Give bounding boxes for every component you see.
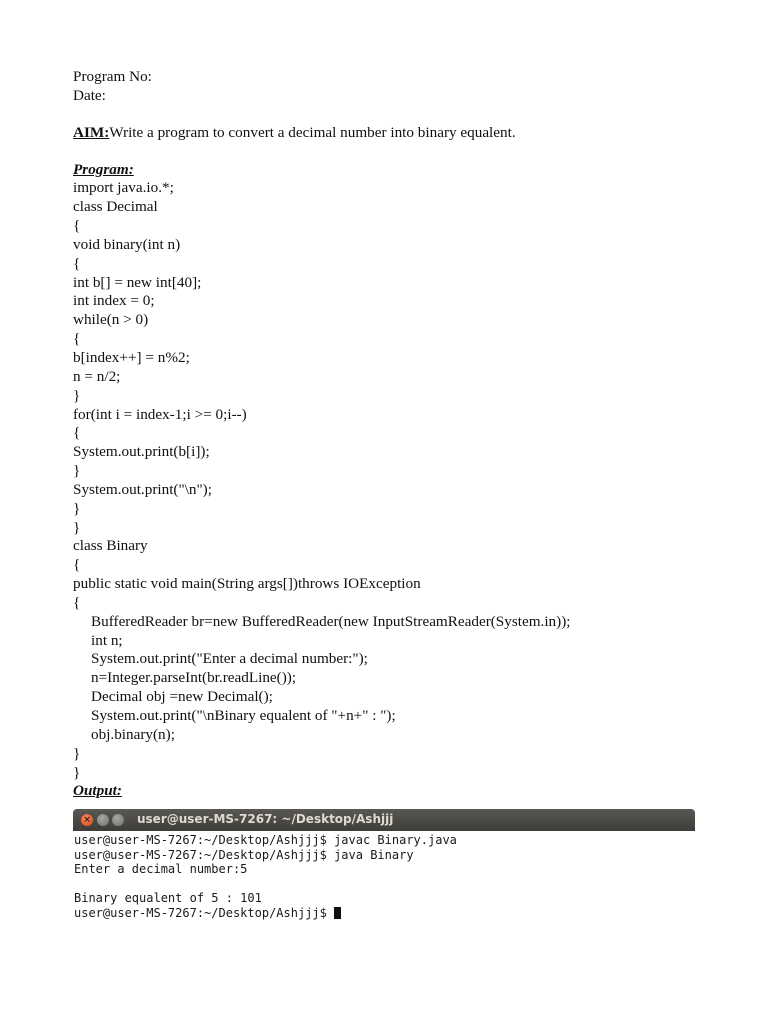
code-line: for(int i = index-1;i >= 0;i--)	[73, 405, 247, 423]
program-no-label: Program No:	[73, 68, 152, 85]
code-line: }	[73, 518, 81, 536]
code-line: {	[73, 254, 81, 272]
terminal-line: user@user-MS-7267:~/Desktop/Ashjjj$ java Binary	[74, 847, 414, 862]
code-line: class Decimal	[73, 198, 158, 216]
code-line: {	[73, 330, 81, 348]
date-label: Date:	[73, 86, 106, 104]
terminal-body[interactable]	[73, 831, 695, 921]
program-heading: Program:	[73, 160, 134, 178]
terminal-title: user@user-MS-7267: ~/Desktop/Ashjjj	[137, 812, 394, 826]
code-line: System.out.print(b[i]);	[73, 443, 210, 461]
code-line: n = n/2;	[73, 367, 121, 385]
code-line: {	[73, 593, 81, 611]
code-line: BufferedReader br=new BufferedReader(new InputStreamReader(System.in));	[91, 612, 571, 630]
code-line: int n;	[91, 631, 123, 649]
code-line: }	[73, 744, 81, 762]
code-line: System.out.print("\nBinary equalent of "+n+" : ");	[91, 707, 396, 724]
aim-text: Write a program to convert a decimal number into binary equalent.	[109, 123, 516, 141]
maximize-icon[interactable]	[112, 814, 124, 826]
code-line: System.out.print("\n");	[73, 480, 212, 498]
code-line: Decimal obj =new Decimal();	[91, 688, 273, 706]
code-line: System.out.print("Enter a decimal number:");	[91, 650, 368, 668]
terminal-line: user@user-MS-7267:~/Desktop/Ashjjj$ javac Binary.java	[74, 833, 457, 847]
code-line: void binary(int n)	[73, 235, 181, 253]
code-line: }	[73, 386, 81, 404]
code-line: n=Integer.parseInt(br.readLine());	[91, 669, 297, 687]
close-icon[interactable]: ×	[81, 814, 93, 826]
code-line: {	[73, 217, 81, 235]
code-line: {	[73, 424, 81, 442]
spacer	[73, 106, 713, 124]
code-block	[73, 179, 713, 782]
code-line: }	[73, 499, 81, 517]
code-line: public static void main(String args[])throws IOException	[73, 575, 421, 593]
aim-label: AIM:	[73, 123, 110, 141]
code-line: import java.io.*;	[73, 179, 174, 197]
minimize-icon[interactable]	[97, 814, 109, 826]
code-line: int index = 0;	[73, 292, 155, 310]
code-line: }	[73, 462, 81, 480]
terminal-line	[74, 877, 695, 892]
terminal-line: Enter a decimal number:5	[74, 862, 248, 877]
output-heading: Output:	[73, 782, 122, 800]
terminal-titlebar	[73, 809, 695, 831]
terminal-prompt: user@user-MS-7267:~/Desktop/Ashjjj$	[74, 905, 335, 920]
code-line: b[index++] = n%2;	[73, 348, 190, 366]
terminal-prompt-line	[74, 906, 695, 921]
terminal-screenshot	[73, 809, 695, 925]
terminal-line: Binary equalent of 5 : 101	[74, 891, 262, 906]
code-line: }	[73, 763, 81, 781]
cursor-icon	[334, 907, 341, 919]
spacer	[73, 143, 713, 161]
document-page	[73, 68, 713, 801]
aim-line	[73, 124, 713, 143]
code-line: class Binary	[73, 537, 148, 555]
code-line: while(n > 0)	[73, 311, 149, 329]
code-line: int b[] = new int[40];	[73, 273, 202, 291]
code-line: obj.binary(n);	[91, 725, 175, 743]
code-line: {	[73, 556, 81, 574]
